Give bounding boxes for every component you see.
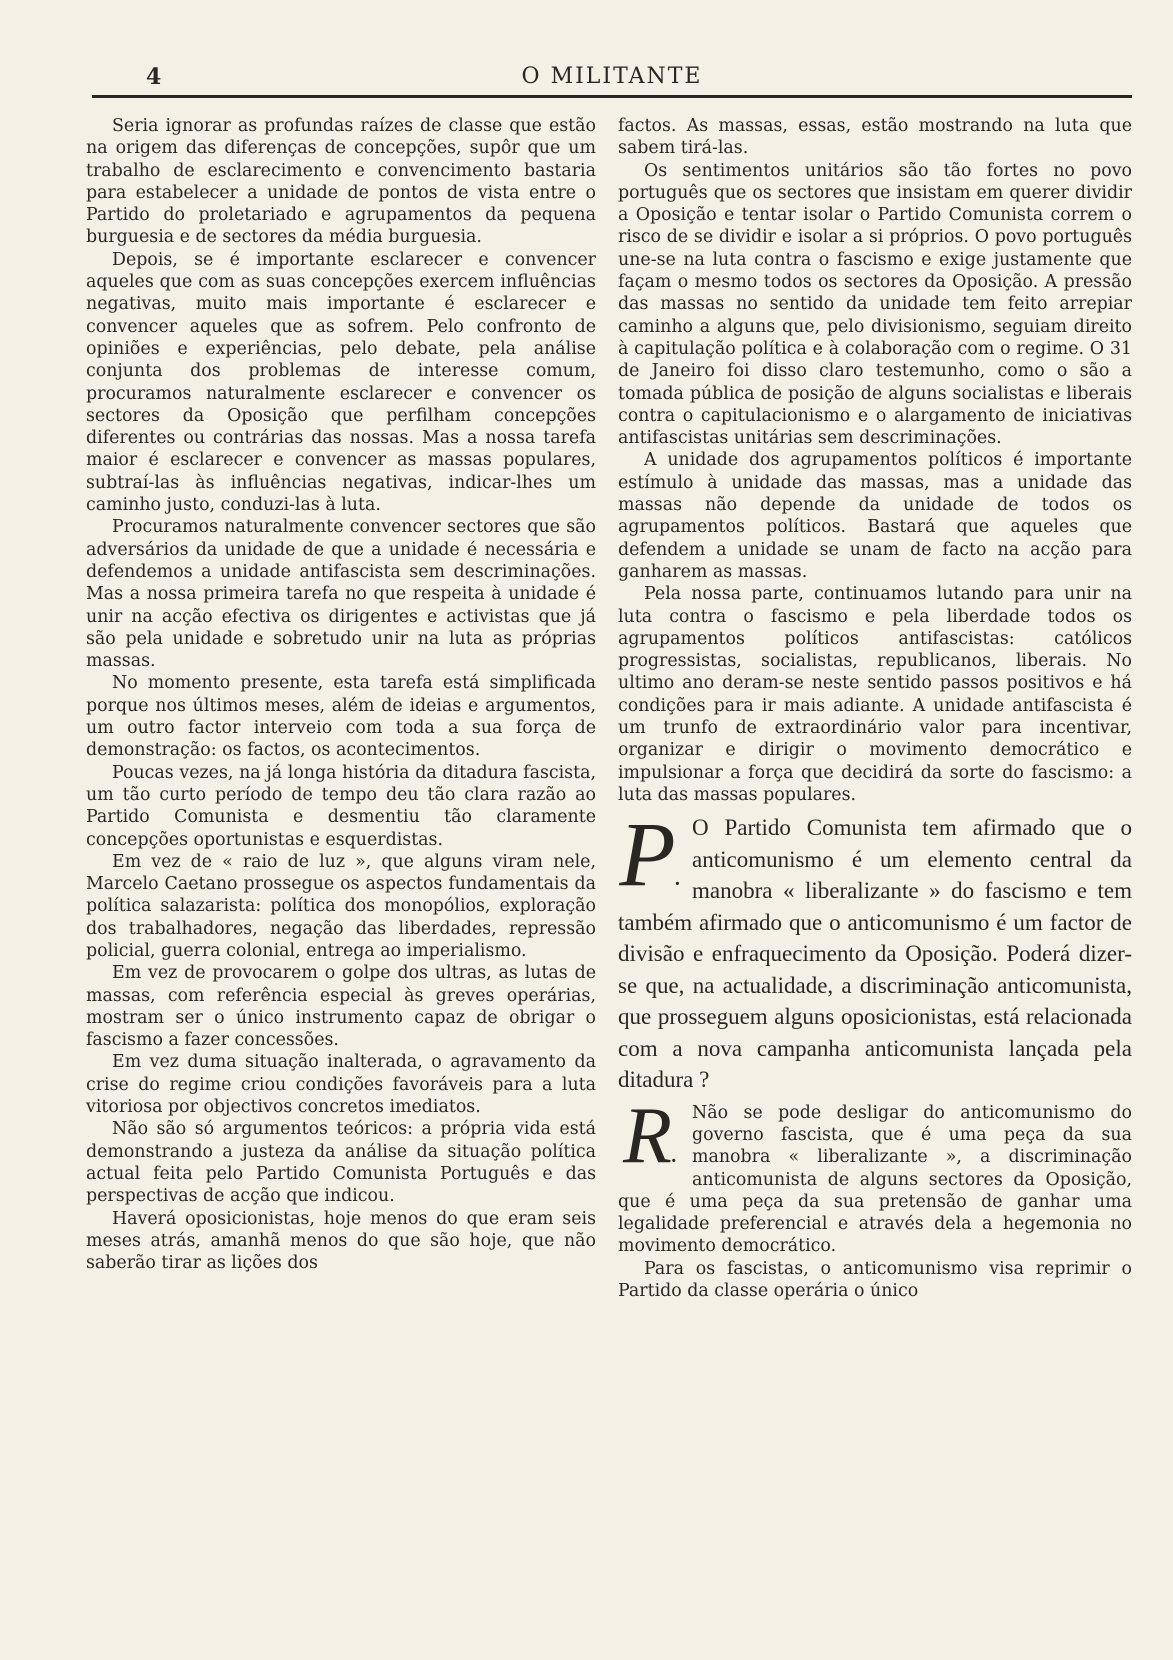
paragraph: Para os fascistas, o anticomunismo visa reprimir o Partido da classe operária o único — [618, 1258, 1132, 1302]
paragraph: A unidade dos agrupamentos políticos é importante estímulo à unidade das massas, mas a unidade das massas não depende da unidade de todos os agrupamentos políticos. Bastará que aqueles que defendem a unidade se unam de facto na acção para ganharem as massas. — [618, 450, 1132, 582]
interview-question — [618, 803, 1132, 1096]
question-text: O Partido Comunista tem afirmado que o anticomunismo é um elemento central da manobra « liberalizante » do fascismo e tem também afirmado que o anticomunismo é um factor de divisão e enfraquecimento da Oposição. Poderá dizer-se que, na actualidade, a discriminação anticomunista, que prosseguem alguns oposicionistas, está relacionada com a nova campanha anticomunista lançada pela ditadura ? — [618, 815, 1132, 1093]
interview-answer — [618, 1091, 1132, 1258]
paragraph: Em vez duma situação inalterada, o agravamento da crise do regime criou condições favoráveis para a luta vitoriosa por objectivos concretos imediatos. — [86, 1052, 596, 1118]
paragraph: Haverá oposicionistas, hoje menos do que eram seis meses atrás, amanhã menos do que são hoje, que não saberão tirar as lições dos — [86, 1208, 596, 1274]
paragraph: No momento presente, esta tarefa está simplificada porque nos últimos meses, além de ideias e argumentos, um outro factor interveio com toda a sua força de demonstração: os factos, os acontecimentos. — [86, 673, 596, 761]
answer-initial: R. — [623, 1091, 677, 1180]
paragraph: Em vez de « raio de luz », que alguns viram nele, Marcelo Caetano prossegue os aspectos fundamentais da política salazarista: política dos monopólios, exploração dos trabalhadores, negação das liberdades, repressão policial, guerra colonial, entrega ao imperialismo. — [86, 851, 596, 961]
paragraph: Seria ignorar as profundas raízes de classe que estão na origem das diferenças de concepções, supôr que um trabalho de esclarecimento e convencimento bastaria para estabelecer a unidade de pontos de vista entre o Partido do proletariado e agrupamentos da pequena burguesia e de sectores da média burguesia. — [86, 116, 596, 248]
right-column — [618, 115, 1132, 1302]
question-initial: P. — [619, 803, 681, 906]
paragraph: Procuramos naturalmente convencer sectores que são adversários da unidade de que a unidade é necessária e defendemos a unidade antifascista sem descriminações. Mas a nossa primeira tarefa no que respeita à unidade é unir na acção efectiva os dirigentes e activistas que já são pela unidade e sobretudo unir na luta as próprias massas. — [86, 517, 596, 672]
header-rule — [92, 95, 1132, 98]
publication-title: O MILITANTE — [521, 64, 703, 89]
paragraph: Os sentimentos unitários são tão fortes no povo português que os sectores que insistam em querer dividir a Oposição e tentar isolar o Partido Comunista correm o risco de se dividir e isolar a si próprios. O povo português une-se na luta contra o fascismo e exige justamente que façam o mesmo todos os sectores da Oposição. A pressão das massas no sentido da unidade tem feito arrepiar caminho a alguns que, pelo divisionismo, seguiam direito à capitulação política e à colaboração com o regime. O 31 de Janeiro foi disso claro testemunho, como o são a tomada pública de posição de alguns socialistas e liberais contra o capitulacionismo e o alargamento de iniciativas antifascistas unitárias sem descriminações. — [618, 160, 1132, 449]
paragraph: Depois, se é importante esclarecer e convencer aqueles que com as suas concepções exercem influências negativas, muito mais importante é esclarecer e convencer aqueles que as sofrem. Pelo confronto de opiniões e experiências, pelo debate, pela análise conjunta dos problemas de interesse comum, procuramos naturalmente esclarecer e convencer os sectores da Oposição que perfilham concepções diferentes ou contrárias das nossas. Mas a nossa tarefa maior é esclarecer e convencer as massas populares, subtraí-las às influências negativas, indicar-lhes um caminho justo, conduzi-las à luta. — [86, 249, 596, 516]
page-number: 4 — [146, 64, 162, 90]
paragraph: Pela nossa parte, continuamos lutando para unir na luta contra o fascismo e pela liberdade todos os agrupamentos políticos antifascistas: católicos progressistas, socialistas, republicanos, liberais. No ultimo ano deram-se neste sentido passos positivos e há condições para ir mais adiante. A unidade antifascista é um trunfo de extraordinário valor para incentivar, organizar e dirigir o movimento democrático e impulsionar a força que decidirá da sorte do fascismo: a luta das massas populares. — [618, 584, 1132, 805]
paragraph: Poucas vezes, na já longa história da ditadura fascista, um tão curto período de tempo deu tão clara razão ao Partido Comunista e desmentiu tão claramente concepções oportunistas e esquerdistas. — [86, 762, 596, 850]
paragraph: factos. As massas, essas, estão mostrando na luta que sabem tirá-las. — [618, 116, 1132, 159]
left-column — [86, 115, 596, 1274]
page-header — [92, 62, 1132, 92]
paragraph: Em vez de provocarem o golpe dos ultras, as lutas de massas, com referência especial às greves operárias, mostram ser o único instrumento capaz de obrigar o fascismo a fazer concessões. — [86, 963, 596, 1051]
answer-text: Não se pode desligar do anticomunismo do governo fascista, que é uma peça da sua manobra « liberalizante », a discriminação anticomunista de alguns sectores da Oposição, que é uma peça da sua pretensão de ganhar uma legalidade preferencial e através dela a hegemonia no movimento democrático. — [618, 1102, 1132, 1257]
paragraph: Não são só argumentos teóricos: a própria vida está demonstrando a justeza da análise da situação política actual feita pelo Partido Comunista Português e das perspectivas de acção que indicou. — [86, 1119, 596, 1207]
